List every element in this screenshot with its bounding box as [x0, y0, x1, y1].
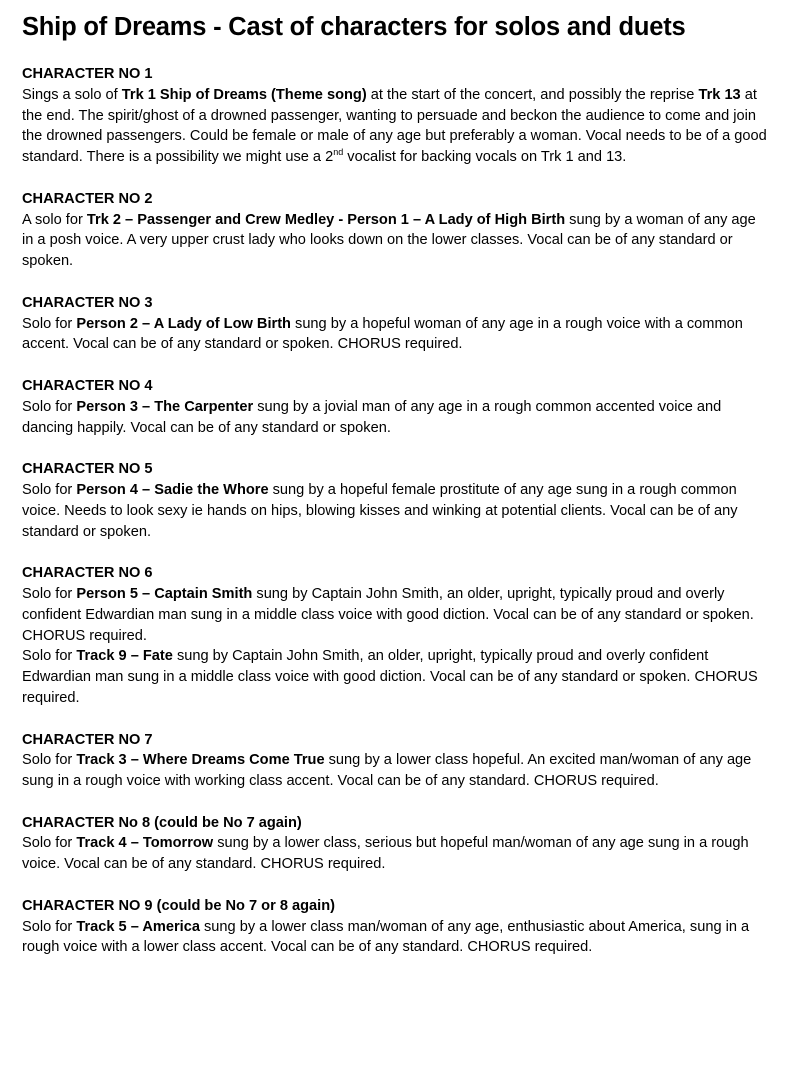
character-heading: CHARACTER NO 2: [22, 190, 153, 207]
character-heading: CHARACTER NO 1: [22, 66, 153, 82]
character-section-7: [22, 730, 767, 792]
character-description: Solo for Track 4 – Tomorrow sung by a lower class, serious but hopeful man/woman of any age sung in a rough voice. Vocal can be of any standard. CHORUS required.: [22, 835, 749, 873]
character-description: Solo for Track 5 – America sung by a lower class man/woman of any age, enthusiastic about America, sung in a rough voice with a lower class accent. Vocal can be of any standard. CHORUS required.: [22, 918, 750, 956]
character-description: Solo for Track 9 – Fate sung by Captain John Smith, an older, upright, typically proud and overly confident Edwardian man sung in a middle class voice with good diction. Vocal can be of any standard or spoken. CHORUS required.: [22, 648, 758, 706]
character-description: Solo for Person 5 – Captain Smith sung by Captain John Smith, an older, upright, typically proud and overly confident Edwardian man sung in a middle class voice with good diction. Vocal can be of any standard or spoken. CHORUS required.: [22, 585, 754, 644]
character-heading: CHARACTER NO 4: [22, 377, 153, 394]
character-heading: CHARACTER NO 9 (could be No 7 or 8 again): [22, 897, 335, 914]
character-section-8: [22, 813, 767, 875]
character-section-6: [22, 563, 767, 709]
character-heading: CHARACTER NO 5: [22, 461, 153, 478]
character-section-3: [22, 293, 767, 355]
character-description: Solo for Person 4 – Sadie the Whore sung by a hopeful female prostitute of any age sung in a rough common voice. Needs to look sexy ie hands on hips, blowing kisses and winking at potential clients. Vocal can be of any standard or spoken.: [22, 481, 738, 540]
character-heading: CHARACTER NO 3: [22, 294, 153, 311]
document-page: [22, 12, 767, 979]
character-heading: CHARACTER NO 7: [22, 731, 153, 748]
character-section-5: [22, 459, 767, 542]
character-description: A solo for Trk 2 – Passenger and Crew Medley - Person 1 – A Lady of High Birth sung by a woman of any age in a posh voice. A very upper crust lady who looks down on the lower classes. Vocal can be of any standard or spoken.: [22, 211, 756, 270]
character-section-2: [22, 189, 767, 272]
character-section-1: [22, 64, 767, 168]
character-description: Solo for Track 3 – Where Dreams Come True sung by a lower class hopeful. An excited man/woman of any age sung in a rough voice with working class accent. Vocal can be of any standard. CHORUS required.: [22, 752, 752, 790]
character-heading: CHARACTER NO 6: [22, 565, 153, 582]
character-section-4: [22, 376, 767, 438]
character-description: Sings a solo of Trk 1 Ship of Dreams (Theme song) at the start of the concert, and possibly the reprise Trk 13 at the end. The spirit/ghost of a drowned passenger, wanting to persuade and beckon the audience to come and join the drowned passengers. Could be female or male of any age but preferably a woman. Vocal needs to be of a good standard. There is a possibility we might use a 2nd vocalist for backing vocals on Trk 1 and 13.: [22, 86, 767, 166]
character-description: Solo for Person 2 – A Lady of Low Birth sung by a hopeful woman of any age in a rough voice with a common accent. Vocal can be of any standard or spoken. CHORUS required.: [22, 315, 743, 353]
character-description: Solo for Person 3 – The Carpenter sung by a jovial man of any age in a rough common accented voice and dancing happily. Vocal can be of any standard or spoken.: [22, 398, 722, 436]
character-heading: CHARACTER No 8 (could be No 7 again): [22, 814, 302, 831]
character-section-9: [22, 896, 767, 958]
document-title: Ship of Dreams - Cast of characters for solos and duets: [22, 13, 686, 41]
